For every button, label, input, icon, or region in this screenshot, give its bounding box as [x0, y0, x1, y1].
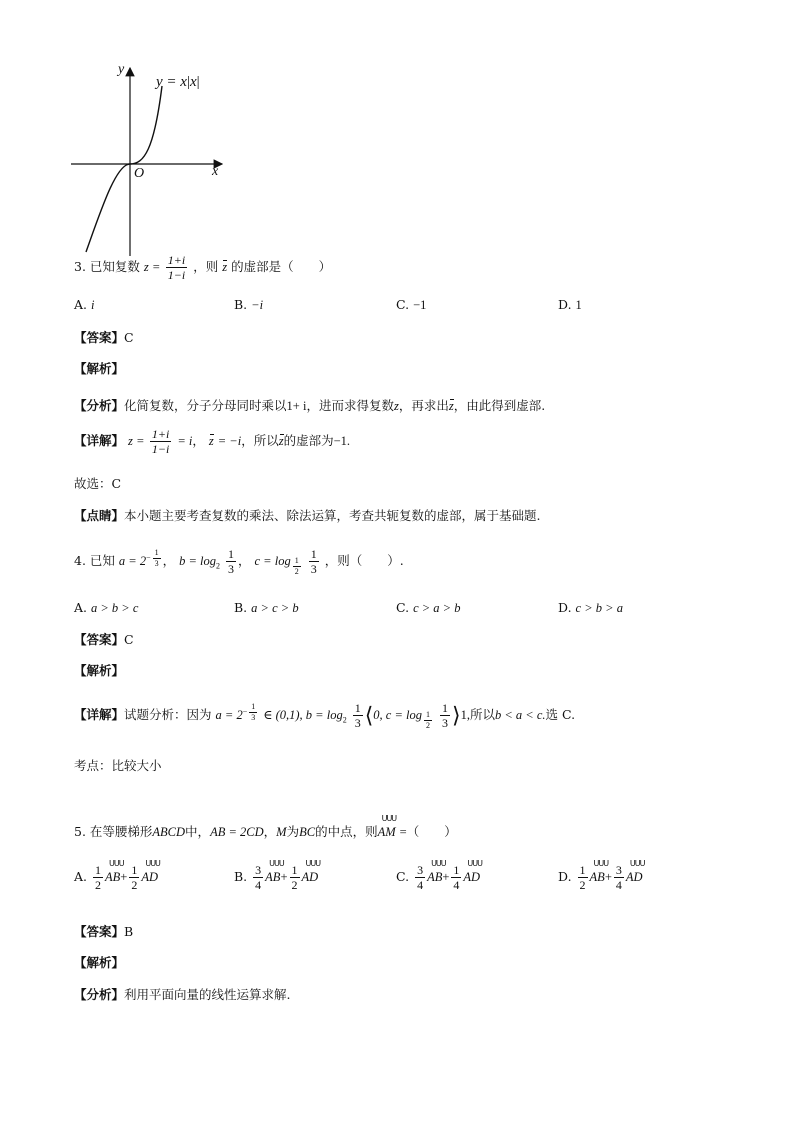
q4-stem: 4. 已知 $a = 2^{- \frac{1}{3}}$ ， $b = \log_2$ $\frac{1}{3}$ ， c = log $_{\frac{1}{2}}$ $\frac{1}{3}$ ，则（ ）.	[74, 547, 404, 577]
q3-option-b[interactable]: B. −i	[234, 297, 264, 312]
curve-label: y = x|x|	[156, 74, 200, 90]
q5-option-a[interactable]: A. $\frac{1}{2}$ ꓴꓴꓴ AB+ $\frac{1}{2}$ ꓴꓴꓴ AD	[74, 864, 158, 891]
x-axis-label: x	[212, 164, 219, 179]
q4-option-d[interactable]: D. c > b > a	[558, 600, 623, 615]
origin-label: O	[134, 166, 145, 181]
q3-guxuan: 故选：C	[74, 476, 122, 491]
q4-jiexi: 【解析】	[74, 663, 125, 678]
q3-fraction: $\frac{1+i}{1-i}$	[167, 253, 186, 282]
q5-option-c[interactable]: C. $\frac{3}{4}$ ꓴꓴꓴ AB+ $\frac{1}{4}$ ꓴꓴꓴ AD	[396, 864, 480, 891]
q3-option-c[interactable]: C. −1	[396, 297, 427, 312]
function-graph	[66, 60, 236, 260]
curve	[86, 86, 162, 252]
q3-answer: 【答案】C	[74, 330, 134, 345]
q3-stem: 3. 已知复数 z = $\frac{1+i}{1-i}$ ，则 z 的虚部是（ ）	[74, 253, 332, 282]
graph-svg	[66, 60, 236, 260]
q5-option-b[interactable]: B. $\frac{3}{4}$ ꓴꓴꓴ AB+ $\frac{1}{2}$ ꓴꓴꓴ AD	[234, 864, 318, 891]
q3-jiexi: 【解析】	[74, 361, 125, 376]
q3-option-a[interactable]: A. i	[74, 297, 95, 312]
q5-answer: 【答案】B	[74, 924, 134, 939]
q5-stem: 5. 在等腰梯形ABCD中，AB = 2CD，M为BC的中点，则ꓴꓴꓴ AM =（ ）	[74, 822, 457, 840]
q4-option-a[interactable]: A. a > b > c	[74, 600, 139, 615]
q4-option-c[interactable]: C. c > a > b	[396, 600, 461, 615]
q3-option-d[interactable]: D. 1	[558, 297, 582, 312]
q5-jiexi: 【解析】	[74, 955, 125, 970]
q4-option-b[interactable]: B. a > c > b	[234, 600, 299, 615]
q4-kaodian: 考点：比较大小	[74, 758, 162, 773]
q3-fenxi: 【分析】化简复数，分子分母同时乘以1+ i，进而求得复数z，再求出z，由此得到虚部.	[74, 398, 546, 413]
q5-option-d[interactable]: D. $\frac{1}{2}$ ꓴꓴꓴ AB+ $\frac{3}{4}$ ꓴꓴꓴ AD	[558, 864, 643, 891]
q4-xiangjie: 【详解】试题分析：因为 $a = 2^{- \frac{1}{3}}$ ∈ (0,1), $b = \log_2$ $\frac{1}{3}$ ⟨0, c = log $_{\frac{1}{2}}$ $\frac{1}{3}$ ⟩1,所以b < a < c.选 C.	[74, 701, 576, 731]
q3-xiangjie: 【详解】 z = $\frac{1+i}{1-i}$ = i， z = −i，所以z的虚部为−1.	[74, 427, 351, 456]
q4-answer: 【答案】C	[74, 632, 134, 647]
y-axis-label: y	[118, 62, 125, 77]
q3-dianjing: 【点睛】本小题主要考查复数的乘法、除法运算，考查共轭复数的虚部，属于基础题.	[74, 508, 541, 523]
q5-fenxi: 【分析】利用平面向量的线性运算求解.	[74, 987, 291, 1002]
q3-xj-fraction: $\frac{1+i}{1-i}$	[151, 427, 170, 456]
